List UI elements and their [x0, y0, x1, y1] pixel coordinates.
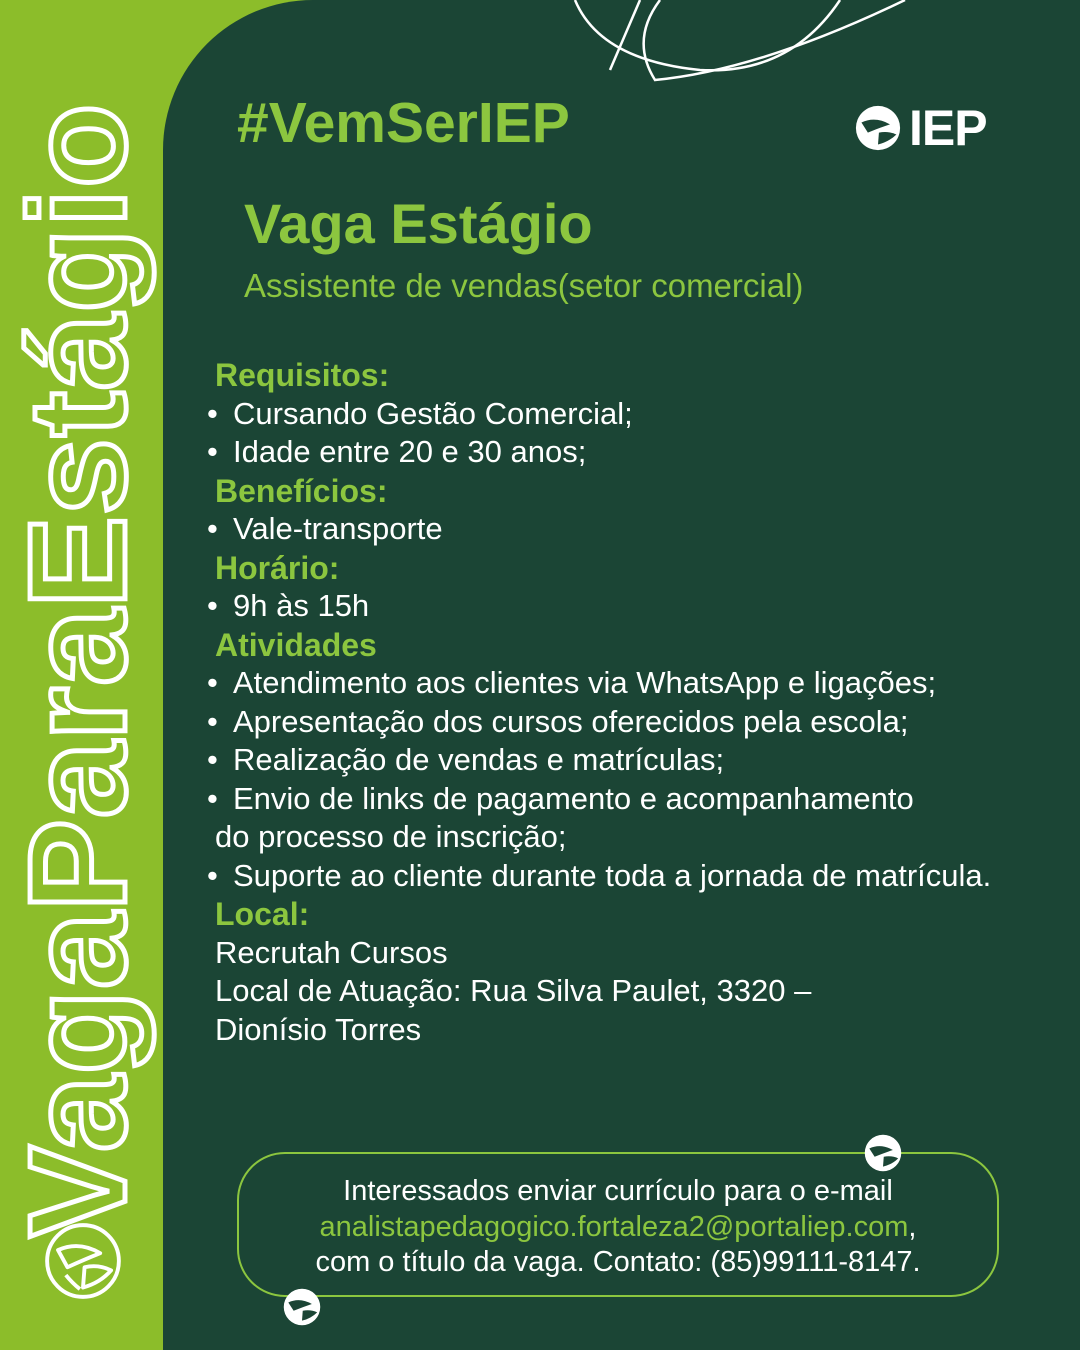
list-item: • Cursando Gestão Comercial; — [207, 395, 633, 431]
iep-logo-icon — [44, 1222, 122, 1300]
list-item: • Apresentação dos cursos oferecidos pela escola; — [207, 703, 909, 739]
contact-line: Interessados enviar currículo para o e-mail — [343, 1175, 893, 1207]
list-item: • Suporte ao cliente durante toda a jornada de matrícula. — [207, 857, 992, 893]
list-item: • 9h às 15h — [207, 588, 370, 623]
iep-logo-icon — [864, 1134, 902, 1172]
contact-email-line: analistapedagogico.fortaleza2@portaliep.com, — [319, 1210, 917, 1243]
side-banner — [1, 102, 155, 1238]
contact-email-link[interactable]: analistapedagogico.fortaleza2@portaliep.com — [319, 1210, 909, 1243]
contact-box — [237, 1152, 999, 1297]
contact-line: com o título da vaga. Contato: (85)99111-8147. — [315, 1246, 921, 1278]
list-item-continuation: do processo de inscrição; — [215, 819, 567, 854]
local-line: Local de Atuação: Rua Silva Paulet, 3320 – — [215, 973, 812, 1008]
list-item: • Vale-transporte — [207, 511, 443, 546]
iep-logo-icon — [283, 1288, 321, 1326]
section-title-local: Local: — [215, 896, 310, 932]
job-subtitle: Assistente de vendas(setor comercial) — [244, 267, 804, 304]
brand-name: IEP — [909, 100, 987, 156]
list-item: • Realização de vendas e matrículas; — [207, 742, 725, 777]
hashtag-heading: #VemSerIEP — [237, 91, 570, 155]
section-title-beneficios: Benefícios: — [215, 472, 388, 509]
list-item: • Atendimento aos clientes via WhatsApp e ligações; — [207, 665, 937, 700]
iep-logo-icon — [855, 105, 901, 151]
list-item: • Envio de links de pagamento e acompanhamento — [207, 780, 914, 816]
job-details — [207, 356, 1067, 1049]
list-item: • Idade entre 20 e 30 anos; — [207, 434, 587, 469]
local-line: Dionísio Torres — [215, 1011, 422, 1047]
side-banner-text: VagaParaEstágio — [1, 102, 155, 1238]
local-line: Recrutah Cursos — [215, 934, 448, 970]
section-title-horario: Horário: — [215, 549, 340, 586]
section-title-requisitos: Requisitos: — [215, 357, 390, 393]
section-title-atividades: Atividades — [215, 626, 377, 663]
job-title: Vaga Estágio — [244, 192, 593, 255]
brand-logo — [855, 100, 987, 156]
